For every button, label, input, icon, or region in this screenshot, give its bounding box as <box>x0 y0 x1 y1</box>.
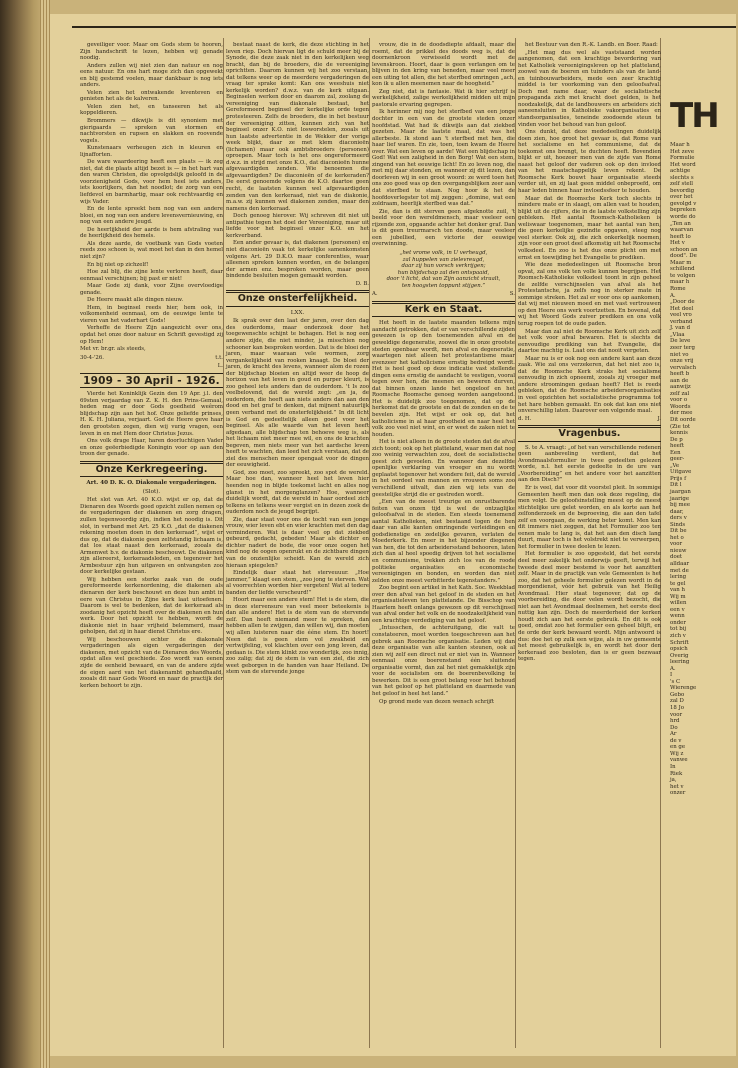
strip-line: A. <box>670 665 676 672</box>
strip-line: voor <box>670 541 683 548</box>
strip-line: vervalsch <box>670 364 697 371</box>
strip-line: leering <box>670 659 690 666</box>
strip-line: „Vlaa <box>670 331 685 338</box>
adjacent-page-strip <box>662 36 736 1056</box>
signature-date: 30-4-'26. <box>80 354 104 361</box>
poem-line: ten hoogsten toppunt stijgen.” <box>401 282 486 289</box>
column-divider <box>369 38 370 1048</box>
strip-line: A. <box>670 292 676 299</box>
column-4 <box>518 42 661 664</box>
paragraph: God, zoo moet, zoo spreekt, zoo spot de wereld. Maar hoe dan, wanneer heel het leven hier heenden nog in blijde toekomst lacht en alles nog glanst in het morgenglanzen? Hoe, wanneer duidelijk wordt, dat de wereld in haar oordeel zich telkens en telkens weer vergist en in dezen zoek de ouderdom noch de jeugd begrijpt. <box>226 469 369 516</box>
strip-line: nieuw <box>670 547 687 554</box>
paragraph: Het is niet alleen in de groote steden dat de afval zich toont; ook op het platteland, waar men dat nog zoo weinig verwachten zou, doet de socialistische geest zich gevoelen. En wanneer dan dezelfde openlijke verklaring van vroeger en nu wordt geplaatst tegenover het wondere feit, dat de wereld in het oordeel van mannen en vrouwen soms zoo verschillend uitvalt, dan zien wij iets van de geestelijke strijd die er gestreden wordt. <box>372 439 515 498</box>
strip-line: „Ve <box>670 462 680 469</box>
paragraph: Zie, daar staat voor ons de tocht van een jonge vrouw, wier leven ebt en wier krachten met den dag verminderen. Wat is daar veel op dat ziekbed gebeurd, gedacht, gebeden! Maar als dichter en dichter nadert de bode, die voor onze oogen het kind nog de oogen openrukt en de zichtbare dingen van de onzienlijke scheidt. Kan de wereld zich hieraan spiegelen? <box>226 516 369 569</box>
poem-line: daar zij hun vorsch verkrijgen; <box>401 263 486 270</box>
divider <box>80 387 223 388</box>
strip-line: geer- <box>670 456 685 463</box>
strip-text-fragments <box>662 142 736 797</box>
strip-line: voor o <box>670 397 688 404</box>
paragraph: Hem, in beginsel reeds hier, hem ook, in volkomenheid eenmaal, om de eeuwige lente te vieren van het vaderhart Gods! <box>80 304 223 324</box>
paragraph: Op grond mede van dezen wensch schrijft <box>379 698 495 705</box>
poem-verse <box>372 250 515 289</box>
strip-line: der mee <box>670 410 693 417</box>
strip-line: slechts s <box>670 174 694 181</box>
paragraph: Maar dan zal niet de Roomsche Kerk uit zich zelf het volk voor afval bewaren. Het is slechts de eenvoudige prediking van het Evangelie, die daartoe machtig is. Laat ons dat nooit vergeten. <box>518 328 661 355</box>
strip-line: schillend <box>670 266 695 273</box>
paragraph: En bij niet op zichzelf! <box>87 261 149 268</box>
paragraph: Ik herinner mij nog het sterfbed van een jonge dochter in een van de grootste steden onzer hoofdstad. Wat had ik dikwijls aan dat ziekbed gezeten. Maar de laatste maal, dat was het allerbeste. Ik stond aan 't sterfbed met hen, die haar lief waren. En zie, toen, toen kwam de Heere over. Wat een leven op aarde! Wat een blijdschap in God! Wat een zaligheid in den Borg! Wat een stem, zingend van het eeuwige licht! En zo leven nog, die met mij daar stonden, en wanneer zij dit lezen, dan doorleven wij in een groot woord: ze werd toen het ons zoo goed was op den overgangsblijken zeer aan dat sterfbed te staan. Nog hoor ik het de hoofdoverlegster tot mij zeggen: „domine, wat een zoldraam, heerlijk sterfbed was dat.” <box>372 109 515 208</box>
strip-line: vanwe <box>670 757 688 764</box>
strip-line: alldaar <box>670 561 690 567</box>
signature-greeting: Met vr. br.gr. als steeds, <box>80 346 146 353</box>
paragraph: Het formulier is zoo opgesteld, dat het eerste deel meer zakelijk het onderwijs geeft, terwijl het tweede deel meer bestemd is voor het aanzitten zelf. Maar in de practijk van vele Gemeenten is het zoo, dat het geheele formulier gelezen wordt in de morgendienst, vóór het gebruik van het Heilig Avondmaal. Hier staat tegenover, dat op de voorbereiding, die door velen wordt bezocht, die niet aan het Avondmaal deelnemen, het eerste deel nuttig kan zijn. Doch de meerderheid der kerken houdt zich aan het eerste gebruik. En dit is ook goed, omdat zoo het formulier een geheel blijft, en de orde der kerk bewaard wordt. Mijn antwoord is dus: doe het op zulk een wijze, als in uw gemeente het meest gebruikelijk is, en wordt het door den kerkeraad zoo besloten, dan is er geen bezwaar tegen. <box>518 551 661 663</box>
strip-line: Formulie <box>670 155 695 162</box>
strip-line: 18 Jo <box>670 705 684 712</box>
strip-line: Het zeve <box>670 148 695 155</box>
strip-line: Overig <box>670 652 689 659</box>
col2-top-text <box>226 42 369 280</box>
paragraph: Hoort maar een andere stem! Het is de stem, die in deze stervensure van veel meer beteekenis is dan alle andere! Het is de stem van de stervende zelf. Dan heeft niemand meer te spreken, dan hebben allen te zwijgen, dan willen wij, dan moeten wij allen luisteren naar die ééne stem. En hoort! Neen dat is geen stem vol zwakheid en vertwijfeling, vol klachten over een jong leven, dat gedaan is. Die stem klinkt zoo wonderlijk, zoo innig, zoo zalig; dat zij de stem is van een ziel, die zich weet geborgen in de handen van haar Heiland. De stem van de stervende jonge <box>226 597 369 676</box>
strip-line: Het word <box>670 161 696 168</box>
column-divider <box>515 38 516 1048</box>
strip-line: Het deel <box>670 305 694 312</box>
strip-line: het v <box>670 783 684 790</box>
strip-line: jaarige <box>670 495 690 502</box>
paragraph: Wij hebben een sterke zaak van de oude gereformeerde kerkenordening, die diakenen als dienaren der kerk beschouwt en deze hun ambt in eere van Christus in Zijne kerk laat uitoefenen. Daarom is wel te bedenken, dat de kerkeraad als zoodanig het opzicht heeft over de diakenen en hun werk. Door het opzicht te hebben, wordt de diakonie niet in haar vrijheid belemmerd, maar geholpen, dat zij in haar dienst Christus ere. <box>80 576 223 636</box>
strip-line: bepreken <box>670 207 696 214</box>
strip-line: schoon an <box>670 246 698 253</box>
strip-line: Uitgave <box>670 469 692 476</box>
strip-line: Prijs f <box>670 475 687 482</box>
top-rule <box>72 26 736 28</box>
strip-line: Wierenge <box>670 685 697 692</box>
series-number: LXX. <box>290 309 305 316</box>
strip-line: jaargan <box>670 488 691 495</box>
paragraph: En de lente spreekt hem nog van een andere bloei, en nog van een andere levensvernieuwing, en nog van een andere jeugd. <box>80 206 223 226</box>
strip-line: Dit be <box>670 528 687 535</box>
strip-line: heeft lo <box>670 233 691 240</box>
strip-line: Do <box>670 724 678 731</box>
paragraph: Wie deze mededeelingen uit Roomsche bron opvat, zal ons volk ten volle kunnen begrijpen. Het Roomsch-Katholieke volksdeel toont in zijn geheel de zelfde verschijnselen van afval als het Protestantsche, ja zelfs nog in sterker mate in sommige streken. Het zal er voor ons op aankomen, dat wij met nieuwen moed en met vast vertrouwen op den Heere ons werk voortzetten. En bovenal, dat wij het Woord Gods zuiver prediken en ons volk terug roepen tot de oude paden. <box>518 262 661 327</box>
strip-line: en ge <box>670 744 686 751</box>
paragraph: Vierde het Koninklijk Gezin den 19 Apr. j.l. den 69sten verjaardag van Z. K. H. den Prins-Gemaal, heden mag er door Gods goedheid weêrom blijdschap zijn aan het hof. Onze geliefde prinses, H. K. H. Juliana, verjaart. God de Heere geve haar den grootsten zegen, dien wij vurig vragen, een leven in en met Hem door Christus Jezus. <box>80 391 223 437</box>
strip-line: Maar m <box>670 259 692 266</box>
strip-line: De p <box>670 436 683 443</box>
paragraph: Zie, dan is dit sterven geen afgeknotte zuil, 't beeld voor den wereldmensch, maar veeleer een rijzende zon, opgaande achter het donker graf. Dan is dit geen treurmarsch ten doode, maar veeleer een jubellied, een victorie der eeuwige overwinning. <box>372 208 515 248</box>
strip-line: zelf stell <box>670 181 694 188</box>
paragraph: De ware waardeering heeft een plaats — ik zeg niet, dat die plaats altijd bezet is — in het hart van den waren Christen, die opvolgdslijk geloofd in de voorzienigheid Gods, voor hem heel iets anders, iets koorlijkers, dan het noodlot; de zorg van een liefdevol en barmhartig, maar ook rechtvaardig en wijs Vader. <box>80 159 223 205</box>
strip-line: waarvan <box>670 227 694 234</box>
paragraph: Het heeft in de laatste maanden telkens mijn aandacht getrokken, dat er van verschillende zijden gewezen is op den toenemenden afval en de geweldige degeneratie, zoowel die in onze grootste steden openbaar wordt, men afval en degeneratie, waartegen niet alleen het protestantisme maar evenzeer het katholicisme ernstig bedreigd wordt. Het is heel goed op deze indicatie vast stellende dingen eens ernstig de aandacht te vestigen, vooral tegen over hen, die meenen en beweren durven, dat binnen onzen lande het ongeloof en het Roomsche Roomsche genoeg worden aangetoond. Het is duidelijk zoo toegenomen, dat op de herkomst dat de grootste en dat de zonden en de te bevelen zijn. Het wijst er ook op, dat het katholicisme in al haar grootheid en naar heel het volk zoo veel niet wint, en er weet de zaken niet te houden. <box>372 320 515 438</box>
strip-line: verband <box>670 318 693 325</box>
poem-line: „het vrome volk, in U verheugd, <box>399 249 488 256</box>
col1-top-text <box>80 42 223 345</box>
section-heading: Onze Kerkregeering. <box>95 463 208 475</box>
paragraph: De Heere maakt alle dingen nieuw. <box>87 297 184 304</box>
paragraph: „Intusschen, de achteruitgang, die valt te constateeren, moet worden toegeschreven aan het gebrek aan Roomsche organisatie. Leden wij dan deze organisatie van alle kanten steunen, ook al zien wij zelf een direct nut er niet van in. Wanneer eenmaal onze boerenstand één sluitende organisatie vormt, dan zal het niet gemakkelijk zijn voor de socialisten om de boerenbevolking te bewerken. Dit is een groot belang voor het behoud van het geloof op het platteland en daarmede van het geloof in heel het land.” <box>372 625 515 697</box>
col4-signature <box>518 416 661 423</box>
strip-line: „Ten an <box>670 220 691 227</box>
poem-line: zal huppelen van zielevreugd, <box>402 256 485 263</box>
strip-line: heeft b <box>670 371 690 378</box>
section-heading: Kerk en Staat. <box>404 303 483 315</box>
strip-line: veel vro <box>670 312 692 319</box>
strip-line: Een <box>670 449 681 456</box>
date-banner: 1909 - 30 April - 1926. <box>83 374 220 387</box>
col1-signature-line <box>80 355 223 362</box>
paragraph: Velen zien het, en tanseeren het als koppeldieren. <box>80 103 223 117</box>
strip-line: bevordig <box>670 187 695 194</box>
col2-signature <box>226 281 369 288</box>
strip-line: voor <box>670 711 683 718</box>
strip-line: gevolgd v <box>670 200 697 207</box>
strip-line: te gel <box>670 580 686 587</box>
paragraph: Hoe zal blij, die zijne lente verloren heeft, daar eenmaal verschijnen; bij past er niet! <box>80 269 223 282</box>
strip-line: Rome <box>670 286 686 293</box>
page-edges <box>40 0 50 1068</box>
strip-line: dood". De <box>670 253 697 260</box>
strip-line: In <box>670 763 676 770</box>
paragraph: Het slot van Art. 40 K.O. wijst er op, dat de Dienaren des Woords goed opzicht zullen nemen op de vergaderingen der diakenen en zorg dragen, zullen tegenwoordig zijn, indien het noodig is. Dit slot, in verband met Art. 25 K.O. „dat de diakenen rekening moeten doen in den kerkeraad”, wijst er dus op, dat de diakonie geen zelfstandig lichaam is, dat los staat naast den kerkeraad, zooals de Armenwet b.v. de diakonie beschouwt. De diakenen zijn allereerst, kerkeraadsleden, en tegenover het Armbestuur zijn hun uitgaven en ontvangsten zoo door kerkelijke gestaan. <box>80 497 223 576</box>
col3-top-text <box>372 42 515 248</box>
paragraph: Zoo begint een artikel in het Kath. Soc. Weekblad over den afval van het geloof in de steden en het organisatieleven ten plattelande. De Bisschop van Haarlem heeft onlangs gewezen op dit verschijnsel van afval onder het volk en de noodzakelijkheid van een krachtige verdediging van het geloof. <box>372 585 515 624</box>
strip-line: ders v <box>670 515 687 522</box>
paragraph: Ons dunkt, dat deze mededeelingen duidelijk doen zien, hoe groot het gevaar is, dat Rome van het socialisme en het communisme, dat de toekomst ons brengt, te duchten heeft. Bovendien blijkt er uit, hoezeer men van de zijde van Rome naast het geloof der vaderen ook op den invloed van het maatschappelijk leven rekent. De Roomsche Kerk bouwt haar organisatie steeds verder uit, en zij laat geen middel onbeproefd, om haar leden binnen haar invloedssfeer te houden. <box>518 129 661 195</box>
strip-line: over het <box>670 194 693 201</box>
paragraph: Velen zien het ontwakende leventeven en genieten het als de kalveren. <box>80 89 223 103</box>
strip-line: van h <box>670 587 685 594</box>
strip-line: Sinds <box>670 521 686 528</box>
section-heading: Onze onsterfelijkheid. <box>237 293 358 305</box>
article-body <box>518 445 661 663</box>
strip-line: Schrift <box>670 639 689 646</box>
strip-line: onze vrij <box>670 358 694 365</box>
birthday-notice <box>80 391 223 457</box>
divider <box>518 441 661 442</box>
strip-line: te volgen <box>670 272 696 279</box>
paragraph: Brommers — dikwijls is dit synoniem met gierigaards — spreken van stormen en nachtvorsten en rupsen en slakken en roovende vogels. <box>80 118 223 144</box>
paragraph: De heerlijkheid der aarde is hem afstraling van de heerlijkheid des hemels. <box>80 226 223 240</box>
signature-left: A. <box>372 291 378 298</box>
paragraph: Een ander gevaar is, dat diakenen (personen) en niet diaconieën vaak tot kerkelijke samenkomsten volgens Art. 29 D.K.O. maar conferenties, waar alleenen spreken kunnen worden, en de belangen der armen enz. besproken worden, maar geen bindende besluiten mogen gemaakt worden. <box>226 240 369 280</box>
signature-initials: t.t. <box>215 354 223 361</box>
strip-line: Dit l <box>670 482 682 489</box>
paragraph: vrouw, die in de doodsdiepte afdaalt, maar die roemt, dat de prikkel des doods weg is, dat de doornenkroon verwisseld wordt met de levenskroon. Hoort, daar is geen verlangen om te blijven in den kring van beneden, maar veel meer een uiting tot allen, die het sterfbed omringen „ach, kon ik u allen meenemen naar de hoogheid.” <box>372 42 515 88</box>
divider <box>372 316 515 317</box>
strip-line: heeft <box>670 443 685 450</box>
strip-line: Riek <box>670 770 683 777</box>
col1-signature-initial <box>80 363 223 370</box>
section-heading: Vragenbus. <box>558 428 621 440</box>
paragraph: „Een van de meest treurige en onrustbarende feiten van onzen tijd is wel de ontzaglijke geloofsafval in de steden. Een steeds toenemend aantal Katholieken, niet bestaand logen de hen daar van alle kanten omringende verleidingen en godsdienstige en zedelijke gevaren, verlaten de Moederkerk. En meer in het bijzonder diegenen van hen, die tot den arbeidersstand behooren, laten zich dan al heel spoedig drijven tot het socialisme en communisme, trekken zich los van de roode politieke organisaties en economische vereenigingen en bonden, en worden dan niet zelden onze meest verbitterde tegenstanders.” <box>372 499 515 584</box>
strip-line: niet vo <box>670 351 689 358</box>
paragraph: Maar dat de Roomsche Kerk toch slechts in mindere mate er in slaagt, om allen vast te houden, blijkt uit de cijfers, die in de laatste volkstelling zijn gebleken. Het aantal Roomsch-Katholieken is weliswaar toegenomen, maar het aantal van hen, die geen kerkelijke gezindte opgaven, steeg nog veel sterker. Ook zij, die zich onkerkelijk noemen, zijn voor een groot deel afkomstig uit het Roomsche volksdeel. En zoo is het dus onze plicht om met ernst en toewijding het Evangelie te prediken. <box>518 195 661 261</box>
strip-line: I <box>670 672 673 679</box>
paragraph: Kunstenaars verheugen zich in kleuren en lijnafforten. <box>80 145 223 158</box>
strip-line: zelf zal <box>670 390 690 397</box>
paragraph: Anders zullen wij niet zien dan natuur en nog eens natuur. En ons hart moge zich dan opgewekt en blij gestemd voelen, maar dankbaar is nog iets anders. <box>80 62 223 89</box>
strip-line: Dit oorde <box>670 416 696 423</box>
strip-line: wenn <box>670 613 685 620</box>
strip-line: onzer <box>670 790 686 797</box>
paragraph: Zeg niet, dat is fantasie. Wat ik hier schrijf is werkelijkheid, zalige werkelijkheid midden uit mijn pastorale ervaring gegrepen. <box>372 88 515 108</box>
col3-signature <box>372 291 515 298</box>
strip-line: de v <box>670 737 682 744</box>
paragraph: „Het mag dus wel als vaststaand worden aangenomen, dat een krachtige bevordering van het Katholiek vereenigingsleven op het platteland, zoowel van de boeren en tuinders als van de land- en tuinbouwarbeiders, mede een zeer krachtig middel is ter voorkoming van den geloofsafval. Doch met name daar, waar de socialistische propaganda zich met kracht doet gelden, is het noodzakelijk, dat de landbouwers en arbeiders zich aaneensluiten in Katholieke vakorganisaties en standsorganisaties, teneinde zoodoende steun te vinden voor het behoud van hun geloof. <box>518 49 661 128</box>
paragraph: Ik sprak over den laat der jaren, over den dag des ouderdoms, maar onderzoek door het toegewenschte schijnt te behagen. Het is nog een andere zijde, die niet minder, ja misschien nog schooner kan besproken worden. Dat is de bloei der jaren, maar waaraan vele wormen, zorg vergankelijkheid van rooken knaagt. De bloei der jaren, de kracht des levens, wanneer alom de rozen der blijdschap bloeien en altijd weer de hoop de horizon van het leven in goud en purper kleurt, is zoo geheel iets anders dan de ouderdom. 't Is zoo veelbelovend, dat de wereld zegt: „en ja, de ouderdom, die heeft aan niets anders dan aan den dood en het graf te denken, dat mijnent natuurlijk geen verband met de onsterfelijkheid.” In dit licht is God en gedeeltelijk alleen goed voor het beginsel. Als alle waarde van het leven heeft afgedaan, alle blijdschap ten behoeve weg is, als het lichaam niet meer mee wil, en ons de krachten begeven, men niets meer van het aardsche leven heeft te wachten, dan leed het zich verstaan, dat de ziel des menschen meer opengaat voor de dingen der eeuwigheid. <box>226 318 369 469</box>
strip-line: Het v <box>670 240 685 247</box>
divider <box>226 306 369 307</box>
col4-top-text <box>518 42 661 415</box>
paragraph: Maar nu is er ook nog een andere kant aan deze zaak. Wie zal ons verzekeren, dat het niet zoo is, dat de Roomsche Kerk straks het socialisme eenvoudig in zich opneemt, zooals zij vroeger met andere stroomingen gedaan heeft? Het is reeds gebleken, dat de Roomsche arbeidersorganisaties in veel opzichten het socialistische programma tot het hare hebben gemaakt. En ook dat kan ons niet onverschillig laten. Daarover een volgende maal. <box>518 355 661 415</box>
col1-signature <box>80 346 223 353</box>
strip-line: De leve <box>670 338 691 345</box>
strip-line: kennis <box>670 430 688 437</box>
strip-line: Maar h <box>670 142 690 148</box>
column-1 <box>80 42 223 690</box>
paragraph: S. te A. vraagt: „of het van verschillende redenen geen aanbeveling verdient, dat het Avondmaalsformulier in twee gedeelten gelezen worde, n.l. het eerste gedeelte in de ure van „Voorbereiding” en het andere voor het aanzitten aan den Disch?” <box>518 444 661 484</box>
paragraph: Eindelijk daar staat het sterveuuur. „Hoe jammer,” klaagt een stem, „zoo jong te sterven. Wat al voorrechten worden hier vergeten! Wat al tedere banden der liefde verscheurd!” <box>226 570 369 596</box>
strip-line: een v <box>670 606 685 613</box>
strip-line: doet <box>670 554 683 561</box>
column-2 <box>226 42 369 677</box>
paragraph: Als deze aarde, de voetbank van Gods voeten reeds zoo schoon is, wat moet het dan in den hemel niet zijn? <box>80 240 223 260</box>
newspaper-page <box>50 14 736 1056</box>
strip-line: 's C <box>670 678 681 685</box>
strip-line: daar, <box>670 508 684 515</box>
paragraph: Verheffe de Heere Zijn aangezicht over ons, opdat het onze door natuur en Schrift gevestigd zij op Hem! <box>80 325 223 345</box>
signature-right: S. <box>509 291 515 298</box>
paragraph: Maar Gode zij dank, voor Zijne overvloedige genade. <box>80 283 223 296</box>
paragraph: Ons volk drage Haar, haren doorluchtigen Vader en onze geëerbiedigde Koningin voor op aan den troon der genade. <box>80 438 223 458</box>
article-title: Art. 40 D. K. O. Diakonale vergaderingen. <box>86 480 217 487</box>
paragraph: geveiliger voor. Maar om Gods stem te hooren, Zijn handschrift te lezen, hebben wij genade noodig. <box>80 42 223 62</box>
strip-line: „Door de <box>670 299 695 306</box>
strip-line: hrd <box>670 718 680 725</box>
article-body <box>226 318 369 676</box>
article-body <box>80 497 223 689</box>
column-divider <box>223 38 224 1048</box>
strip-line: zich v <box>670 633 686 640</box>
strip-line: J. van d <box>670 325 691 332</box>
signature-initial: L. <box>217 363 223 370</box>
article-body <box>372 320 515 705</box>
strip-line: opsich <box>670 646 688 653</box>
strip-line: Wij z <box>670 750 684 757</box>
paragraph: Doch genoeg hierover. Wij schreven dit niet uit antipathie tegen het doel der Vereeniging, maar uit liefde voor het beginsel onzer K.O. en het kerkverband. <box>226 213 369 239</box>
signature-left: d. H. <box>518 415 532 422</box>
signature-initial: D. B. <box>355 280 369 287</box>
strip-line: bij mee <box>670 502 691 509</box>
strip-line: Woords <box>670 403 691 410</box>
strip-line: ja, <box>670 777 677 784</box>
poem-line: hun blijdschap zal den ontspaaid, <box>397 269 490 276</box>
strip-line: worde do <box>670 214 696 221</box>
strip-line: onder <box>670 619 686 626</box>
paragraph: Wij beschouwen echter de diakonale vergaderingen als eigen vergaderingen der diakenen, met opzicht van de Dienaren des Woords, opdat alles wel geschiede. Zoo wordt van eenen zijde de eenheid bewaard, en van de andere zijde de eigen aard van het diakenambt gehandhaafd, zooals dit naar Gods Woord en naar de practijk der kerken behoort te zijn. <box>80 636 223 689</box>
signature-right: J. <box>657 415 661 422</box>
strip-line: (Zie tot <box>670 423 691 430</box>
strip-line: willen <box>670 600 687 607</box>
strip-line: zeer terg <box>670 344 695 351</box>
strip-line: aan de <box>670 377 689 384</box>
strip-line: maar h <box>670 279 690 286</box>
paragraph: Er is veel, dat voor dit voorstel pleit. In sommige Gemeenten heeft men dan ook deze regeling, die men volgt. De geloofsinstelling meest op de meest stichtelijke ure gelet worden, en als korte aan het zelfonderzoek en de beproeving, die aan den tafel zelf en voorgaan, de werking beter komt. Men kan dit immers niet zeggen, dat het Formulier zoo ten eenen male te lang is, dat het aan den disch lang duurt, maar toch is het volstrekt niet te verwerpen, het formulier in twee deelen te lezen. <box>518 485 661 550</box>
poem-line: door 't licht, dat van Zijn aanzicht straalt, <box>386 276 501 283</box>
strip-line: aanwijz <box>670 384 691 391</box>
masthead-fragment: TH <box>670 96 718 136</box>
strip-line: achtige <box>670 168 691 175</box>
divider <box>80 373 223 374</box>
strip-line: Wij m <box>670 593 686 600</box>
paragraph: het Bestuur van den R.-K. Landb. en Boer. Raad: <box>525 42 658 48</box>
strip-line: lering <box>670 574 687 581</box>
strip-line: met de <box>670 567 689 574</box>
strip-line: zal D <box>670 698 684 705</box>
paragraph: bestaat naast de kerk, die deze stichting in het leven riep. Doch hiervan ligt de schuld meer bij de Synode, die deze zaak niet in den kerkelijken weg bracht, dan bij de broeders, die de vereeniging oprichtten. Daarom kunnen wij het zoo verstaan, dat telkens weer op de meerdere vergaderingen de vraag ter sprake komt: Kan ons weeshuis niet kerkelijk worden? d.w.z. van de kerk uitgaan. Beginselen werken door en daarom zal, zoolang de vereeniging van diakonale bestaat, het Gereformeerd beginsel der kerkelijke orde tegen protesteeren. Zelfs de broeders, die in het bestuur der vereeniging zitten, kunnen zich van het beginsel onzer K.O. niet losworstelen, zooals uit hun laatste advertentie in de Wekker der vorige week blijkt, daar ze met klem diaconieën (lichamen) maar ook ambtsbroeders (personen) oproepen. Maar toch is het ons ongereformeerd d.w.z. in strijd met onze K.O., dat diaconieën hunne afgevaardigden zenden. Wie benoemen die afgevaardigden? De diaconieën of de kerkeraden? De eerst genoemde volgens de K.O. daartoe geen recht, de laatsten kunnen wel afgevaardigden zenden van den kerkeraad, niet van de diakonie, m.a.w. zij kunnen wel diakenen zenden, maar den namens den kerkeraad. <box>226 42 369 212</box>
strip-line: Ar <box>670 731 677 738</box>
strip-line: tot bij <box>670 626 687 633</box>
column-3 <box>372 42 515 706</box>
strip-line: Gebo <box>670 691 685 698</box>
divider <box>80 476 223 477</box>
strip-line: het o <box>670 534 684 541</box>
article-subtitle: (Slot). <box>142 488 161 495</box>
